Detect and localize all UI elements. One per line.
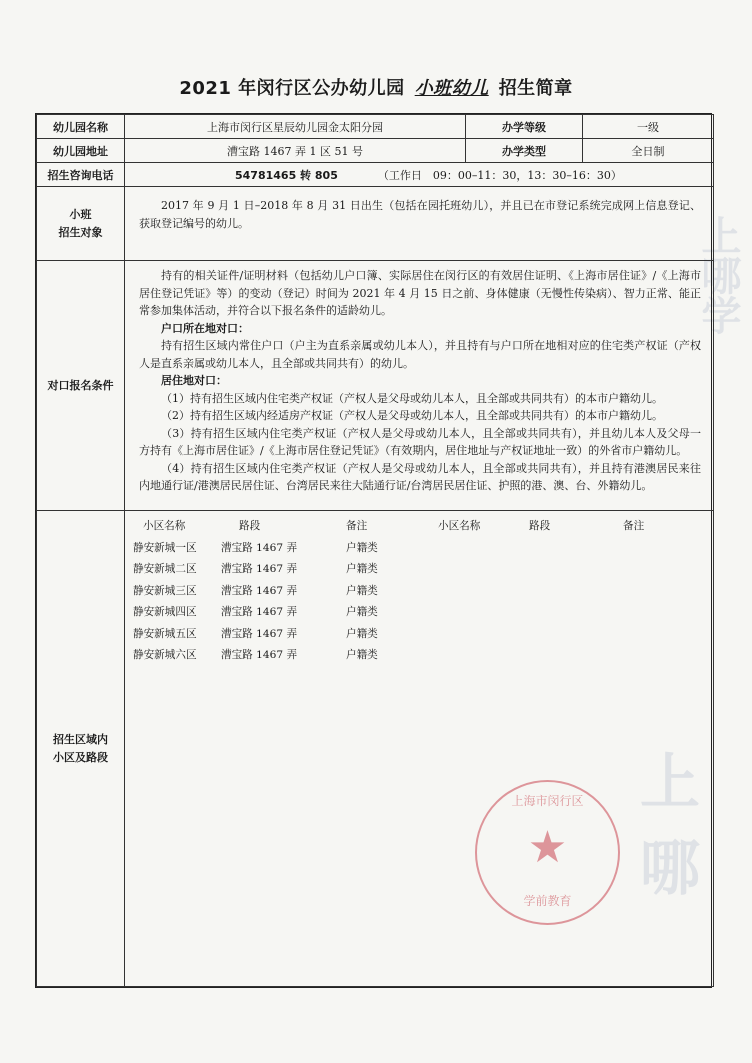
phone-cell [125,163,714,187]
row-address [37,139,714,163]
residence-title: 居住地对口： [161,374,227,387]
row-phone [37,163,714,187]
address-value: 漕宝路 1467 弄 1 区 51 号 [125,139,466,163]
target-label [37,187,125,261]
areas-header-note: 备注 [346,520,368,533]
row-target [37,187,714,261]
phone-hours: （工作日 09：00–11：30，13：30–16：30） [377,168,622,182]
watermark-top: 上哪学 [695,215,741,335]
address-label: 幼儿园地址 [37,139,125,163]
area-note: 户籍类 [346,584,378,597]
row-conditions [37,261,714,511]
target-label-line2: 招生对象 [58,225,103,239]
area-name: 静安新城三区 [133,584,197,597]
star-icon: ★ [527,822,568,873]
area-road: 漕宝路 1467 弄 [221,606,298,619]
area-road: 漕宝路 1467 弄 [221,584,298,597]
phone-value: 54781465 转 805 [235,168,338,182]
level-label: 办学等级 [466,115,583,139]
residence-item-1: （1）持有招生区域内住宅类产权证（产权人是父母或幼儿本人，且全部或共同共有）的本市户籍幼儿。 [161,391,663,405]
type-label: 办学类型 [466,139,583,163]
areas-header-name-2: 小区名称 [438,520,481,533]
area-note: 户籍类 [346,606,378,619]
areas-header-road: 路段 [239,520,261,533]
level-value: 一级 [583,115,714,139]
area-road: 漕宝路 1467 弄 [221,563,298,576]
official-seal [475,780,620,925]
title-suffix: 招生简章 [498,78,573,99]
row-name [37,115,714,139]
areas-header-road-2: 路段 [529,520,551,533]
area-note: 户籍类 [346,627,378,640]
areas-label [37,511,125,987]
area-name: 静安新城六区 [133,649,197,662]
residence-item-2: （2）持有招生区域内经适房产权证（产权人是父母或幼儿本人，且全部或共同共有）的本市户籍幼儿。 [161,409,663,422]
area-name: 静安新城二区 [133,563,197,576]
areas-label-line2: 小区及路段 [53,750,108,764]
seal-ring-text: 上海市闵行区 [511,794,584,808]
residence-item-3: （3）持有招生区域内住宅类产权证（产权人是父母或幼儿本人，且全部或共同共有），并且幼儿本人及父母一方持有《上海市居住证》/《上海市居住登记凭证》（有效期内，居住地址与产权证地址一致）的外省市户籍幼儿。 [139,426,701,457]
area-road: 漕宝路 1467 弄 [221,649,298,662]
area-note: 户籍类 [346,541,378,554]
phone-label: 招生咨询电话 [37,163,125,187]
target-text: 2017 年 9 月 1 日–2018 年 8 月 31 日出生（包括在园托班幼儿），并且已在市登记系统完成网上信息登记、获取登记编号的幼儿。 [139,199,701,230]
areas-table [133,515,705,666]
conditions-cell [125,261,714,511]
table-row [133,558,705,580]
area-road: 漕宝路 1467 弄 [221,541,298,554]
conditions-label: 对口报名条件 [37,261,125,511]
row-areas [37,511,714,987]
conditions-intro: 持有的相关证件/证明材料（包括幼儿户口簿、实际居住在闵行区的有效居住证明、《上海市居住证》/《上海市居住登记凭证》等）的变动（登记）时间为 2021 年 4 月 15 日之前、身体健康（无慢性传染病）、智力正常、能正常参加集体活动，并符合以下报名条件的适龄幼儿。 [139,269,701,317]
table-row [133,601,705,623]
title-prefix: 2021 年闵行区公办幼儿园 [179,78,405,99]
name-value: 上海市闵行区星辰幼儿园金太阳分园 [125,115,466,139]
table-row [133,623,705,645]
areas-header-note-2: 备注 [623,520,645,533]
area-note: 户籍类 [346,563,378,576]
areas-header-name: 小区名称 [143,520,186,533]
areas-label-line1: 招生区域内 [53,732,108,746]
target-text-cell [125,187,714,261]
hukou-text: 持有招生区域内常住户口（户主为直系亲属或幼儿本人），并且持有与户口所在地相对应的住宅类产权证（产权人是直系亲属或幼儿本人，且全部或共同共有）的幼儿。 [139,339,701,370]
area-name: 静安新城一区 [133,541,197,554]
type-value: 全日制 [583,139,714,163]
watermark-bottom: 上哪 [640,748,700,904]
table-row [133,580,705,602]
target-label-line1: 小班 [69,207,92,221]
area-note: 户籍类 [346,649,378,662]
area-road: 漕宝路 1467 弄 [221,627,298,640]
area-name: 静安新城五区 [133,627,197,640]
areas-header-row [133,515,705,537]
table-row [133,644,705,666]
page-title [0,74,752,100]
areas-cell [125,511,714,987]
area-name: 静安新城四区 [133,606,197,619]
name-label: 幼儿园名称 [37,115,125,139]
table-row [133,537,705,559]
residence-item-4: （4）持有招生区域内住宅类产权证（产权人是父母或幼儿本人，且全部或共同共有），并且持有港澳居民来往内地通行证/港澳居民居住证、台湾居民来往大陆通行证/台湾居民居住证、护照的港、澳、台、外籍幼儿。 [139,461,701,492]
hukou-title: 户口所在地对口： [161,321,249,335]
title-blank: 小班幼儿 [414,78,489,99]
seal-foot-text: 学前教育 [523,894,572,908]
